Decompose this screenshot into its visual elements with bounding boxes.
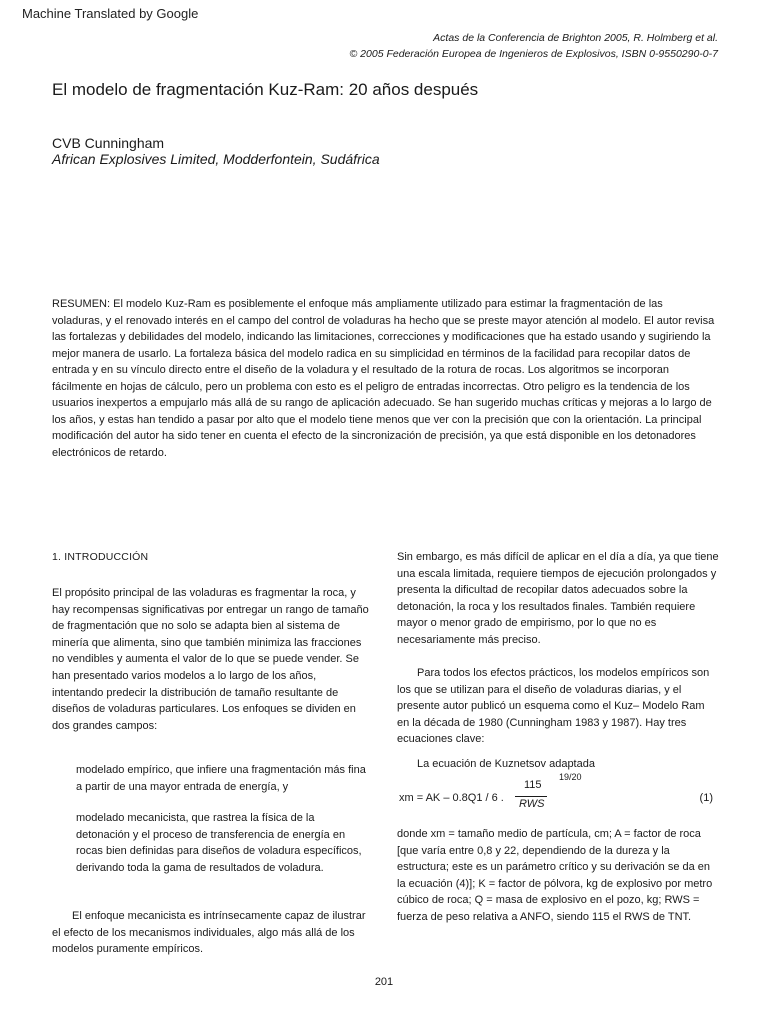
paper-title: El modelo de fragmentación Kuz-Ram: 20 años después <box>52 80 479 99</box>
proceedings-line: Actas de la Conferencia de Brighton 2005, R. Holmberg et al. <box>433 32 718 44</box>
equation-denominator: RWS <box>519 798 545 810</box>
fraction-bar <box>515 796 547 797</box>
author-block <box>52 135 380 167</box>
page-number: 201 <box>374 976 394 988</box>
equation-numerator: 115 <box>524 779 542 791</box>
equation-1 <box>397 758 719 818</box>
equation-lhs: xm = AK – 0.8Q1 / 6 . <box>399 792 504 804</box>
right-paragraph-2: Para todos los efectos prácticos, los modelos empíricos son los que se utilizan para el diseño de voladuras diarias, y el presente autor publicó un esquema como el Kuz– Modelo Ram en la década de 1980 (Cunningham 1983 y 1987). Hay tres ecuaciones clave: <box>397 667 710 746</box>
variable-definitions: donde xm = tamaño medio de partícula, cm; A = factor de roca [que varía entre 0,8 y 22, dependiendo de la dureza y la estructura; este es un parámetro crítico y su derivación se da en la ecuación (4)]; K = factor de pólvora, kg de explosivo por metro cúbico de roca; Q = masa de explosivo en el pozo, kg; RWS = fuerza de peso relativa a ANFO, siendo 115 el RWS de TNT. <box>397 828 713 923</box>
equation-exponent: 19/20 <box>559 772 582 782</box>
abstract: RESUMEN: El modelo Kuz-Ram es posiblemente el enfoque más ampliamente utilizado para estimar la fragmentación de las voladuras, y el renovado interés en el campo del control de voladuras ha hecho que se preste mayor atención al modelo. El autor revisa las fortalezas y debilidades del modelo, indicando las limitaciones, correcciones y modificaciones que ha estado usando y sugiriendo la mejor manera de usarlo. La fortaleza básica del modelo radica en su simplicidad en términos de la facilidad para recopilar datos de entrada y en su vínculo directo entre el diseño de la voladura y el resultado de la rotura de rocas. Los algoritmos se incorporan fácilmente en hojas de cálculo, pero un problema con esto es el peligro de entradas incorrectas. Otro peligro es la tendencia de los usuarios inexpertos a empujarlo más allá de su rango de aplicación adecuado. Se han sugerido muchas críticas y mejoras a lo largo de los años, y estas han tendido a pasar por alto que el modelo tiene menos que ver con la precisión que con la orientación. La principal modificación del autor ha sido tener en cuenta el efecto de la sincronización de precisión, ya que está disponible en los detonadores electrónicos de retardo. <box>52 298 715 459</box>
right-paragraph-1: Sin embargo, es más difícil de aplicar en el día a día, ya que tiene una escala limitada, requiere tiempos de ejecución prolongados y presenta la dificultad de recopilar datos adecuados sobre la detonación, la roca y los resultados finales. También requiere mayor o menor grado de empirismo, por lo que no es necesariamente más preciso. <box>397 551 719 646</box>
author-affiliation: African Explosives Limited, Modderfontein, Sudáfrica <box>52 151 380 167</box>
author-name: CVB Cunningham <box>52 135 165 151</box>
equation-number: (1) <box>699 792 713 804</box>
copyright-line: © 2005 Federación Europea de Ingenieros de Explosivos, ISBN 0-9550290-0-7 <box>349 48 718 60</box>
list-item-mechanistic: modelado mecanicista, que rastrea la física de la detonación y el proceso de transferencia de energía en rocas bien definidas para diseños de voladura específicos, derivando toda la gama de resultados de voladura. <box>76 812 362 874</box>
list-item-empirical: modelado empírico, que infiere una fragmentación más fina a partir de una mayor entrada de energía, y <box>76 764 366 793</box>
intro-paragraph-1: El propósito principal de las voladuras es fragmentar la roca, y hay recompensas significativas por entregar un rango de tamaño de fragmentación que no solo se adapta bien al sistema de minería que alimenta, sino que también minimiza las fracciones no vendibles y aumenta el valor de lo que se puede vender. Se han presentado varios modelos a lo largo de los años, intentando predecir la distribución de tamaño resultante de diseños de voladuras particulares. Los enfoques se dividen en dos grandes campos: <box>52 587 369 732</box>
intro-paragraph-2: El enfoque mecanicista es intrínsecamente capaz de ilustrar el efecto de los mecanismos individuales, algo más allá de los modelos puramente empíricos. <box>52 910 366 956</box>
machine-translated-banner: Machine Translated by Google <box>22 6 199 21</box>
equation-caption: La ecuación de Kuznetsov adaptada <box>417 758 595 770</box>
section-heading-introduction: 1. INTRODUCCIÓN <box>52 551 149 563</box>
